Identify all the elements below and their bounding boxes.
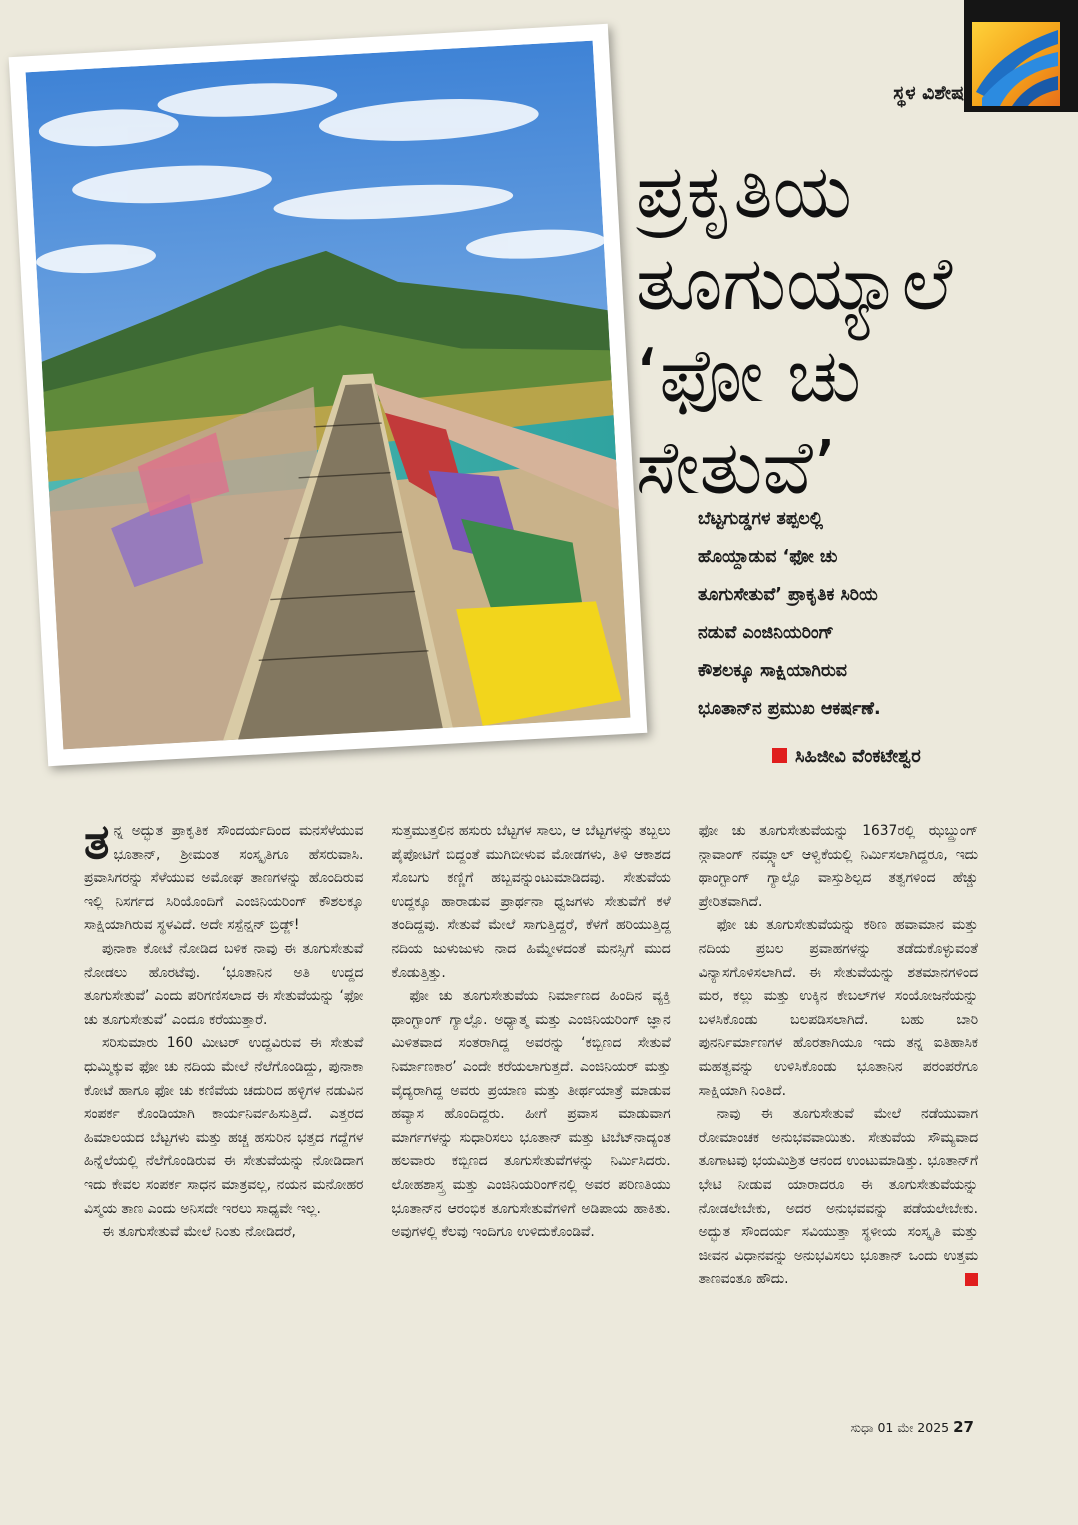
byline-square-icon [772,748,787,763]
deck-line: ತೂಗುಸೇತುವೆ’ ಪ್ರಾಕೃತಿಕ ಸಿರಿಯ [698,585,878,605]
deck-line: ಭೂತಾನ್‌ನ ಪ್ರಮುಖ ಆಕರ್ಷಣೆ. [698,699,881,719]
deck-line: ನಡುವೆ ಎಂಜಿನಿಯರಿಂಗ್ [698,623,834,643]
deck-line: ಹೊಯ್ದಾಡುವ ‘ಫೋ ಚು [698,547,838,567]
article-column-1 [84,814,364,1392]
paragraph: ಸರಿಸುಮಾರು 160 ಮೀಟರ್ ಉದ್ದವಿರುವ ಈ ಸೇತುವೆ ಧುಮ್ಮಿಕ್ಕುವ ಫೋ ಚು ನದಿಯ ಮೇಲೆ ನೆಲೆಗೊಂಡಿದ್ದು, ಪುನಾಕಾ ಕೋಟೆ ಹಾಗೂ ಫೋ ಚು ಕಣಿವೆಯ ಚದುರಿದ ಹಳ್ಳಿಗಳ ನಡುವಿನ ಸಂಪರ್ಕ ಕೊಂಡಿಯಾಗಿ ಕಾರ್ಯನಿರ್ವಹಿಸುತ್ತಿದೆ. ಎತ್ತರದ ಹಿಮಾಲಯದ ಬೆಟ್ಟಗಳು ಮತ್ತು ಹಚ್ಚ ಹಸುರಿನ ಭತ್ತದ ಗದ್ದೆಗಳ ಹಿನ್ನೆಲೆಯಲ್ಲಿ ನೆಲೆಗೊಂಡಿರುವ ಈ ಸೇತುವೆಯನ್ನು ನೋಡಿದಾಗ ಇದು ಕೇವಲ ಸಂಪರ್ಕ ಸಾಧನ ಮಾತ್ರವಲ್ಲ, ನಯನ ಮನೋಹರ ವಿಸ್ಮಯ ತಾಣ ಎಂದು ಅನಿಸದೇ ಇರಲು ಸಾಧ್ಯವೇ ಇಲ್ಲ. [84,1035,364,1217]
end-mark-icon [965,1273,978,1286]
headline [636,146,1066,514]
deck-line: ಕೌಶಲಕ್ಕೂ ಸಾಕ್ಷಿಯಾಗಿರುವ [698,661,848,681]
bird-logo-icon [972,22,1060,106]
issue-date: ಸುಧಾ 01 ಮೇ 2025 [850,1420,950,1435]
headline-line: ಪ್ರಕೃತಿಯ [636,149,852,235]
paragraph: ಫೋ ಚು ತೂಗುಸೇತುವೆಯ ನಿರ್ಮಾಣದ ಹಿಂದಿನ ವ್ಯಕ್ತಿ ಥಾಂಗ್ಟಾಂಗ್ ಗ್ಯಾಲ್ಪೊ. ಅಧ್ಯಾತ್ಮ ಮತ್ತು ಎಂಜಿನಿಯರಿಂಗ್ ಜ್ಞಾನ ಮಿಳಿತವಾದ ಸಂತರಾಗಿದ್ದ ಅವರನ್ನು ‘ಕಬ್ಬಿಣದ ಸೇತುವೆ ನಿರ್ಮಾಣಕಾರ’ ಎಂದೇ ಕರೆಯಲಾಗುತ್ತದೆ. ಎಂಜಿನಿಯರ್ ಮತ್ತು ವೈದ್ಯರಾಗಿದ್ದ ಅವರು ಪ್ರಯಾಣ ಮತ್ತು ತೀರ್ಥಯಾತ್ರೆ ಮಾಡುವ ಹವ್ಯಾಸ ಹೊಂದಿದ್ದರು. ಹೀಗೆ ಪ್ರವಾಸ ಮಾಡುವಾಗ ಮಾರ್ಗಗಳನ್ನು ಸುಧಾರಿಸಲು ಭೂತಾನ್ ಮತ್ತು ಟಿಬೆಟ್‌ನಾದ್ಯಂತ ಹಲವಾರು ಕಬ್ಬಿಣದ ತೂಗುಸೇತುವೆಗಳನ್ನು ನಿರ್ಮಿಸಿದರು. ಲೋಹಶಾಸ್ತ್ರ ಮತ್ತು ಎಂಜಿನಿಯರಿಂಗ್‌ನಲ್ಲಿ ಅವರ ಪರಿಣತಿಯು ಭೂತಾನ್‌ನ ಆರಂಭಿಕ ತೂಗುಸೇತುವೆಗಳಿಗೆ ಅಡಿಪಾಯ ಹಾಕಿತು. ಅವುಗಳಲ್ಲಿ ಕೆಲವು ಇಂದಿಗೂ ಉಳಿದುಕೊಂಡಿವೆ. [391,988,671,1241]
paragraph: ಸುತ್ತಮುತ್ತಲಿನ ಹಸುರು ಬೆಟ್ಟಗಳ ಸಾಲು, ಆ ಬೆಟ್ಟಗಳನ್ನು ತಬ್ಬಲು ಪೈಪೋಟಿಗೆ ಬಿದ್ದಂತೆ ಮುಗಿಬೀಳುವ ಮೋಡಗಳು, ತಿಳಿ ಆಕಾಶದ ಸೊಬಗು ಕಣ್ಣಿಗೆ ಹಬ್ಬವನ್ನುಂಟುಮಾಡಿದವು. ಸೇತುವೆಯ ಉದ್ದಕ್ಕೂ ಹಾರಾಡುವ ಪ್ರಾರ್ಥನಾ ಧ್ವಜಗಳು ಸೇತುವೆಗೆ ಕಳೆ ತಂದಿದ್ದವು. ಸೇತುವೆ ಮೇಲೆ ಸಾಗುತ್ತಿದ್ದರೆ, ಕೆಳಗೆ ಹರಿಯುತ್ತಿದ್ದ ನದಿಯ ಜುಳುಜುಳು ನಾದ ಹಿಮ್ಮೇಳದಂತೆ ಮನಸ್ಸಿಗೆ ಮುದ ಕೊಡುತ್ತಿತ್ತು. [391,823,671,981]
paragraph-text: ನ್ನ ಅದ್ಭುತ ಪ್ರಾಕೃತಿಕ ಸೌಂದರ್ಯದಿಂದ ಮನಸೆಳೆಯುವ ಭೂತಾನ್, ಶ್ರೀಮಂತ ಸಂಸ್ಕೃತಿಗೂ ಹೆಸರುವಾಸಿ. ಪ್ರವಾಸಿಗರನ್ನು ಸೆಳೆಯುವ ಅಮೋಘ ತಾಣಗಳನ್ನು ಹೊಂದಿರುವ ಇಲ್ಲಿ ನಿಸರ್ಗದ ಸಿರಿಯೊಂದಿಗೆ ಎಂಜಿನಿಯರಿಂಗ್ ಕೌಶಲಕ್ಕೂ ಸಾಕ್ಷಿಯಾಗಿರುವ ಸ್ಥಳವಿದೆ. ಅದೇ ಸಸ್ಪೆನ್ಷನ್ ಬ್ರಿಡ್ಜ್! [84,823,364,934]
byline [772,746,921,767]
author-name: ಸಿಹಿಜೀವಿ ವೆಂಕಟೇಶ್ವರ [795,746,921,767]
paragraph [84,814,364,938]
drop-cap: ತ [84,814,110,870]
section-label: ಸ್ಥಳ ವಿಶೇಷ [893,82,964,104]
paragraph: ಫೋ ಚು ತೂಗುಸೇತುವೆಯನ್ನು 1637ರಲ್ಲಿ ಝಬ್ದ್ರುಂಗ್ ನ್ಗಾವಾಂಗ್ ನಮ್ಗ್ಯಾಲ್ ಆಳ್ವಿಕೆಯಲ್ಲಿ ನಿರ್ಮಿಸಲಾಗಿದ್ದರೂ, ಇದು ಥಾಂಗ್ಟಾಂಗ್ ಗ್ಯಾಲ್ಪೊ ವಾಸ್ತುಶಿಲ್ಪದ ತತ್ವಗಳಿಂದ ಹೆಚ್ಚು ಪ್ರೇರಿತವಾಗಿದೆ. [698,823,978,910]
headline-line: ಸೇತುವೆ’ [636,425,837,511]
paragraph-text: ನಾವು ಈ ತೂಗುಸೇತುವೆ ಮೇಲೆ ನಡೆಯುವಾಗ ರೋಮಾಂಚಕ ಅನುಭವವಾಯಿತು. ಸೇತುವೆಯ ಸೌಮ್ಯವಾದ ತೂಗಾಟವು ಭಯಮಿಶ್ರಿತ ಆನಂದ ಉಂಟುಮಾಡಿತ್ತು. ಭೂತಾನ್‌ಗೆ ಭೇಟಿ ನೀಡುವ ಯಾರಾದರೂ ಈ ತೂಗುಸೇತುವೆಯನ್ನು ನೋಡಲೇಬೇಕು, ಅದರ ಅನುಭವವನ್ನು ಪಡೆಯಲೇಬೇಕು. ಅದ್ಭುತ ಸೌಂದರ್ಯ ಸವಿಯುತ್ತಾ ಸ್ಥಳೀಯ ಸಂಸ್ಕೃತಿ ಮತ್ತು ಜೀವನ ವಿಧಾನವನ್ನು ಅನುಭವಿಸಲು ಭೂತಾನ್ ಒಂದು ಉತ್ತಮ ತಾಣವಂತೂ ಹೌದು. [698,1106,978,1288]
article-column-3 [699,820,978,1392]
magazine-logo [964,0,1078,112]
paragraph: ಈ ತೂಗುಸೇತುವೆ ಮೇಲೆ ನಿಂತು ನೋಡಿದರೆ, [102,1224,296,1241]
article-column-2 [391,820,670,1392]
deck-line: ಬೆಟ್ಟಗುಡ್ಡಗಳ ತಪ್ಪಲಲ್ಲಿ [698,509,823,529]
headline-line: ತೂಗುಯ್ಯಾಲೆ [636,241,953,327]
article-body [84,814,978,1392]
paragraph: ಪುನಾಕಾ ಕೋಟೆ ನೋಡಿದ ಬಳಿಕ ನಾವು ಈ ತೂಗುಸೇತುವೆ ನೋಡಲು ಹೊರಟೆವು. ‘ಭೂತಾನಿನ ಅತಿ ಉದ್ದದ ತೂಗುಸೇತುವೆ’ ಎಂದು ಪರಿಗಣಿಸಲಾದ ಈ ಸೇತುವೆಯನ್ನು ‘ಫೋ ಚು ತೂಗುಸೇತುವೆ’ ಎಂದೂ ಕರೆಯುತ್ತಾರೆ. [84,940,364,1028]
page-number: 27 [953,1418,974,1436]
paragraph: ಫೋ ಚು ತೂಗುಸೇತುವೆಯನ್ನು ಕಠಿಣ ಹವಾಮಾನ ಮತ್ತು ನದಿಯ ಪ್ರಬಲ ಪ್ರವಾಹಗಳನ್ನು ತಡೆದುಕೊಳ್ಳುವಂತೆ ವಿನ್ಯಾಸಗೊಳಿಸಲಾಗಿದೆ. ಈ ಸೇತುವೆಯನ್ನು ಶತಮಾನಗಳಿಂದ ಮರ, ಕಲ್ಲು ಮತ್ತು ಉಕ್ಕಿನ ಕೇಬಲ್‌ಗಳ ಸಂಯೋಜನೆಯನ್ನು ಬಳಸಿಕೊಂಡು ಬಲಪಡಿಸಲಾಗಿದೆ. ಬಹು ಬಾರಿ ಪುನರ್ನಿರ್ಮಾಣಗಳ ಹೊರತಾಗಿಯೂ ಇದು ತನ್ನ ಐತಿಹಾಸಿಕ ಮಹತ್ವವನ್ನು ಉಳಿಸಿಕೊಂಡು ಭೂತಾನಿನ ಪರಂಪರೆಗೂ ಸಾಕ್ಷಿಯಾಗಿ ನಿಂತಿದೆ. [698,917,978,1099]
paragraph [699,1103,978,1292]
deck-summary [698,500,988,728]
bridge-photo [9,24,648,766]
page-footer [850,1418,974,1436]
headline-line: ‘ಫೋ ಚು [636,333,862,419]
